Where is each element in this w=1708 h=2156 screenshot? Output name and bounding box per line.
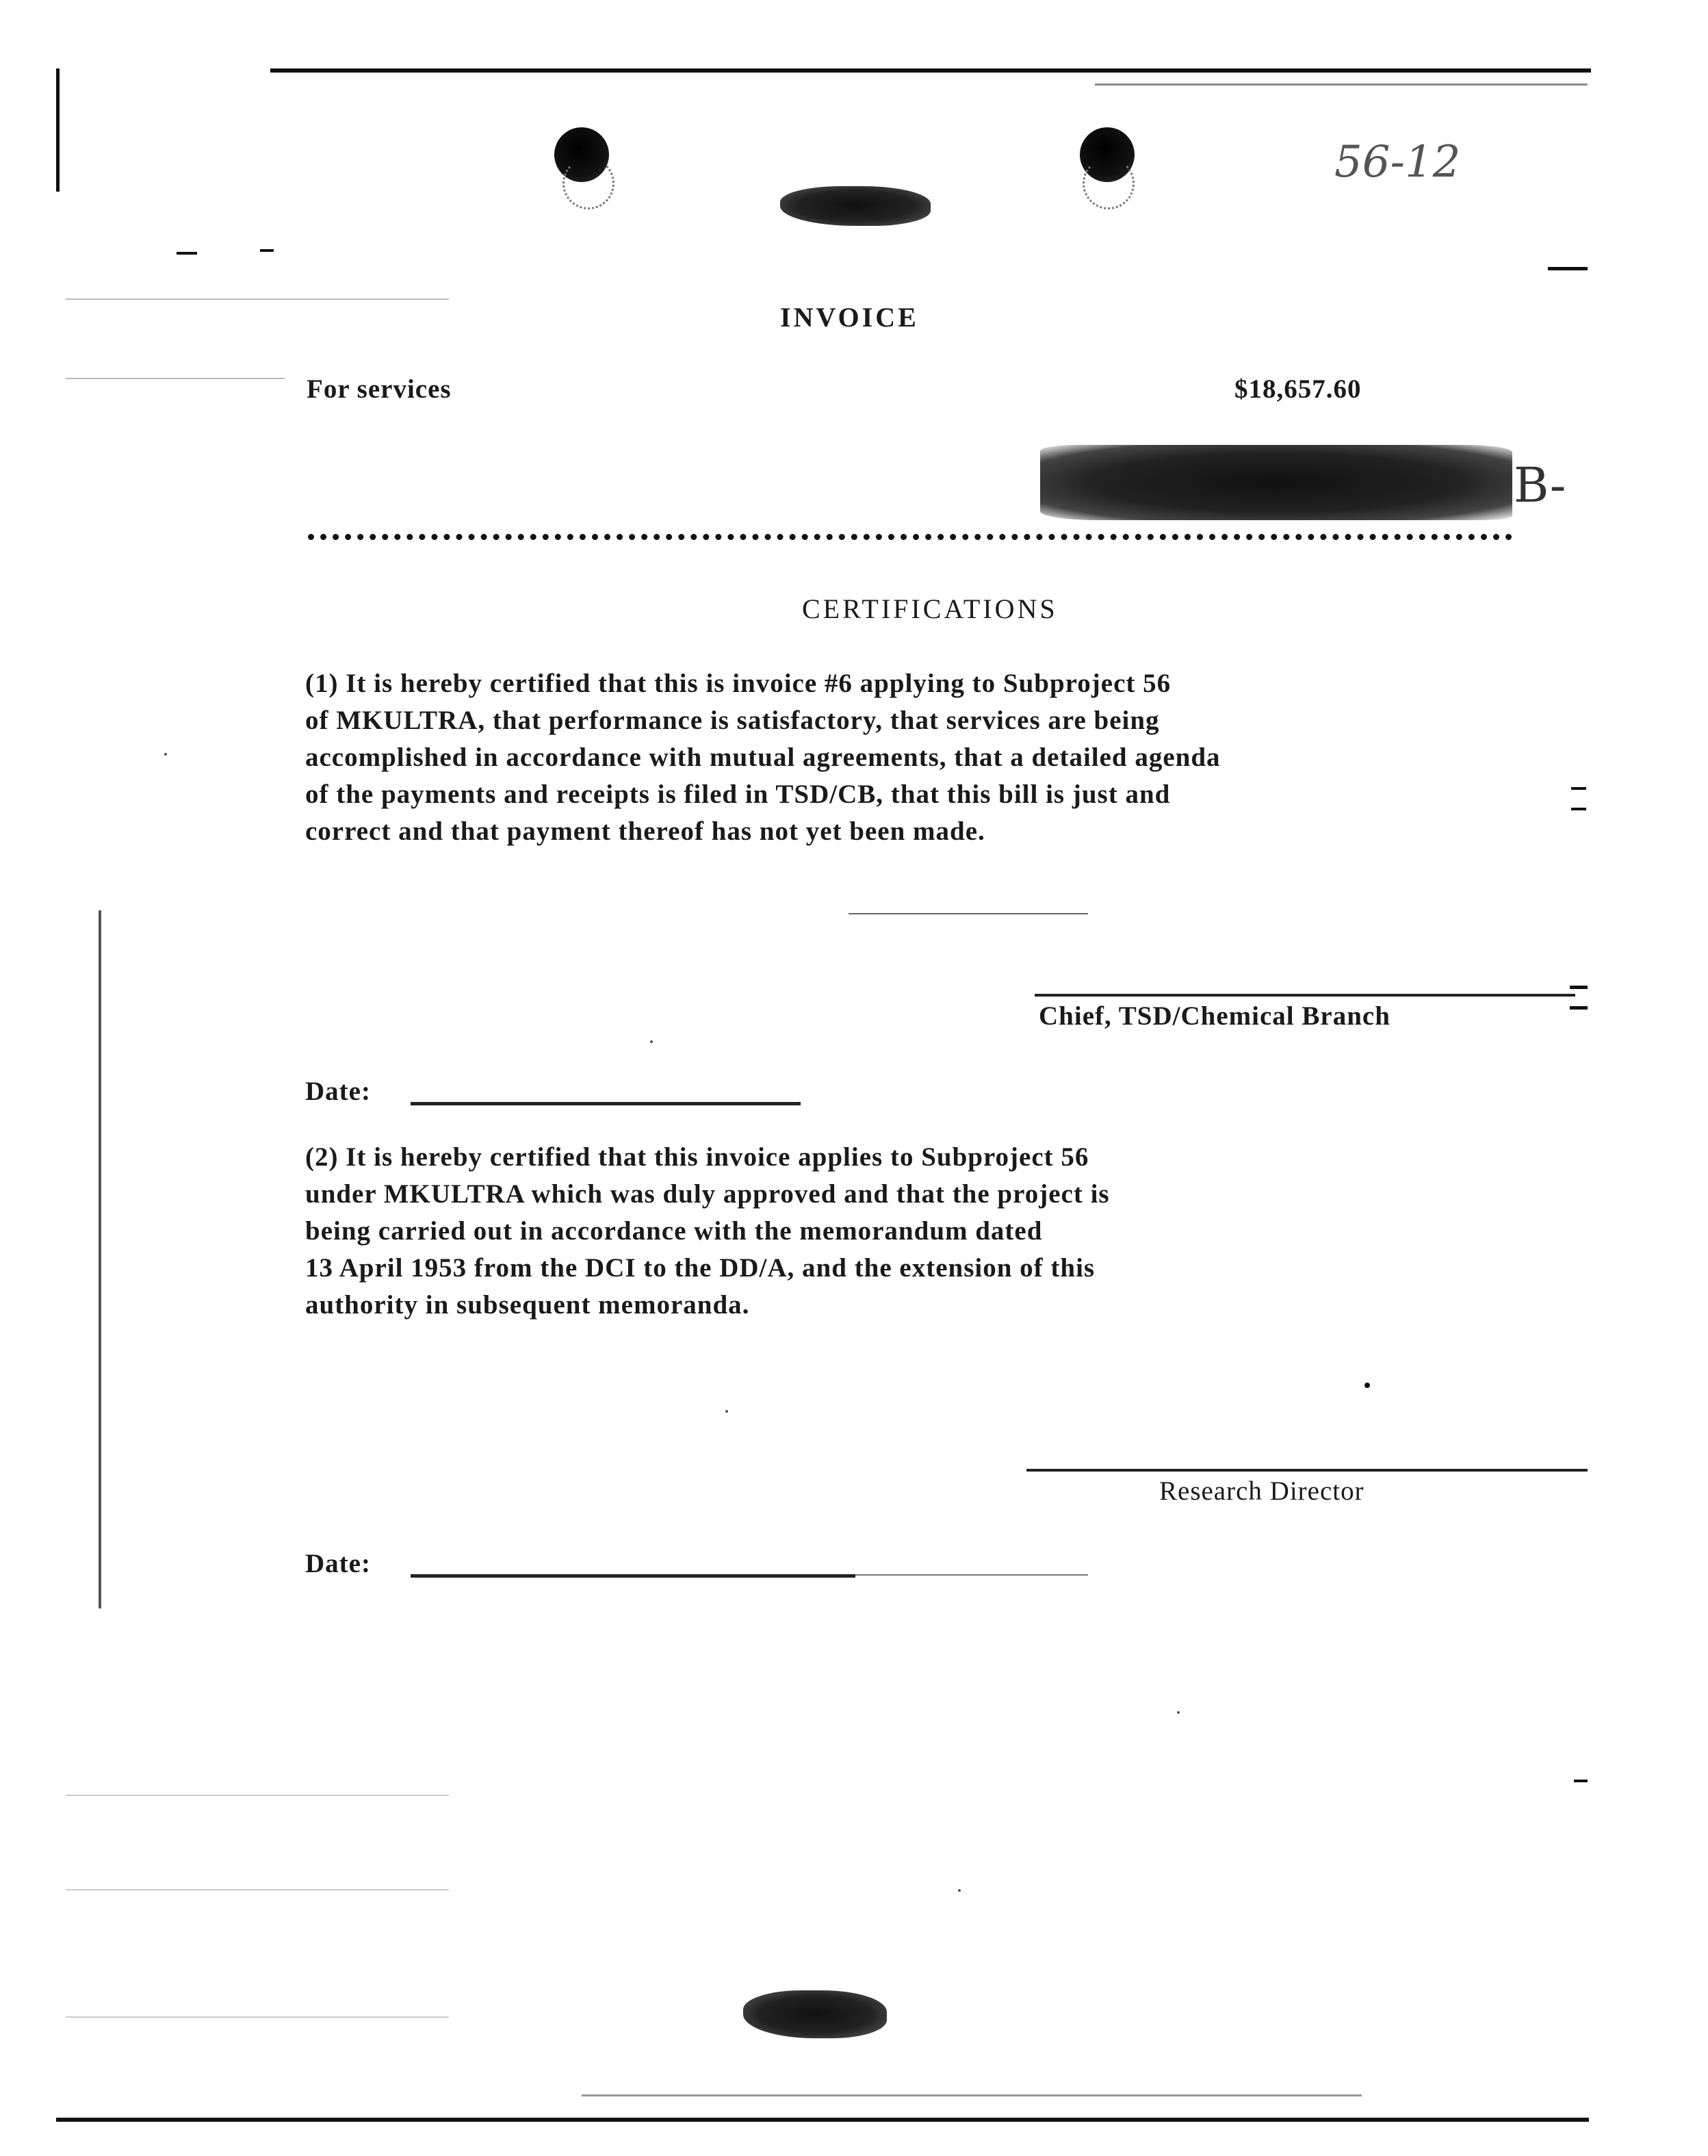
signature-line-research-director bbox=[1026, 1469, 1588, 1472]
cert2-line-3: being carried out in accordance with the memorandum dated bbox=[305, 1216, 1043, 1246]
cert2-line-2: under MKULTRA which was duly approved and that the project is bbox=[305, 1179, 1110, 1209]
left-margin-rule-lower bbox=[99, 910, 101, 1608]
redaction-stamp-bottom bbox=[743, 1990, 887, 2038]
invoice-amount: $18,657.60 bbox=[1234, 374, 1362, 404]
left-mark-2 bbox=[260, 249, 274, 252]
right-margin-mark-6 bbox=[1574, 1780, 1588, 1782]
scan-speck bbox=[958, 1889, 961, 1892]
services-label: For services bbox=[307, 374, 452, 404]
handwritten-reference: 56-12 bbox=[1334, 137, 1461, 188]
left-faint-line-4 bbox=[66, 1889, 449, 1890]
right-margin-mark-2 bbox=[1570, 986, 1588, 989]
cert1-line-2: of MKULTRA, that performance is satisfactory, that services are being bbox=[305, 706, 1160, 735]
cert1-line-4: of the payments and receipts is filed in TSD/CB, that this bill is just and bbox=[305, 780, 1171, 809]
cert2-line-4: 13 April 1953 from the DCI to the DD/A, and the extension of this bbox=[305, 1253, 1096, 1283]
left-margin-rule bbox=[56, 68, 60, 192]
right-margin-mark-1 bbox=[1548, 267, 1588, 270]
date-label-1: Date: bbox=[305, 1077, 371, 1106]
faint-underline-1 bbox=[849, 913, 1088, 914]
scan-speck bbox=[1364, 1383, 1370, 1388]
left-mark-1 bbox=[177, 252, 197, 255]
top-border-rule-faint bbox=[1095, 84, 1588, 86]
scan-speck bbox=[650, 1040, 653, 1043]
right-margin-mark-5 bbox=[1571, 808, 1586, 810]
bottom-border-rule bbox=[56, 2118, 1589, 2122]
cert1-line-1: (1) It is hereby certified that this is invoice #6 applying to Subproject 56 bbox=[305, 669, 1172, 698]
date-field-2 bbox=[411, 1574, 855, 1578]
signatory-research-director: Research Director bbox=[1159, 1476, 1364, 1506]
faint-underline-2 bbox=[855, 1574, 1088, 1576]
date-field-1 bbox=[411, 1102, 801, 1105]
redaction-block bbox=[1040, 445, 1512, 520]
cert1-line-5: correct and that payment thereof has not yet been made. bbox=[305, 817, 985, 846]
cert2-line-5: authority in subsequent memoranda. bbox=[305, 1290, 750, 1320]
left-faint-line-1 bbox=[66, 298, 449, 300]
redaction-mark: B- bbox=[1514, 457, 1566, 513]
left-faint-line-5 bbox=[66, 2016, 449, 2018]
certification-1 bbox=[305, 665, 1537, 864]
punch-hole-left-shadow bbox=[562, 157, 614, 209]
redaction-stamp-top bbox=[780, 186, 931, 226]
certification-2 bbox=[305, 1139, 1537, 1337]
left-faint-line-3 bbox=[66, 1795, 449, 1796]
scan-speck bbox=[1177, 1711, 1180, 1714]
signatory-chief: Chief, TSD/Chemical Branch bbox=[1039, 1001, 1390, 1031]
invoice-title: INVOICE bbox=[780, 302, 919, 333]
top-border-rule bbox=[270, 68, 1591, 73]
cert1-line-3: accomplished in accordance with mutual agreements, that a detailed agenda bbox=[305, 743, 1221, 772]
right-margin-mark-3 bbox=[1570, 1006, 1588, 1010]
certifications-heading: CERTIFICATIONS bbox=[802, 593, 1058, 624]
bottom-dotted-rule bbox=[582, 2094, 1362, 2096]
cert2-line-1: (2) It is hereby certified that this invoice applies to Subproject 56 bbox=[305, 1142, 1089, 1172]
signature-line-chief bbox=[1035, 994, 1575, 997]
date-label-2: Date: bbox=[305, 1549, 371, 1578]
dotted-separator bbox=[308, 534, 1512, 540]
right-margin-mark-4 bbox=[1571, 787, 1586, 790]
left-faint-line-2 bbox=[66, 378, 285, 379]
scan-speck bbox=[164, 753, 167, 756]
punch-hole-right-shadow bbox=[1083, 157, 1135, 209]
scan-speck bbox=[725, 1410, 728, 1413]
